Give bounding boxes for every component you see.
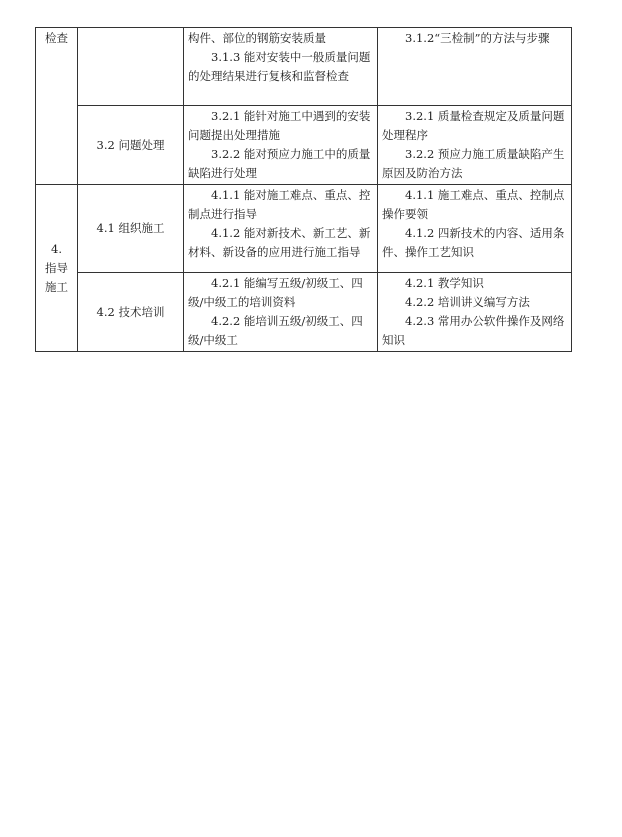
skill-item: 构件、部位的钢筋安装质量 (188, 31, 326, 45)
knowledge-item: 4.1.2 四新技术的内容、适用条件、操作工艺知识 (382, 226, 565, 259)
knowledge-item: 3.2.2 预应力施工质量缺陷产生原因及防治方法 (382, 147, 565, 180)
skill-item: 4.1.1 能对施工难点、重点、控制点进行指导 (188, 188, 371, 221)
category-cell-guide (36, 185, 78, 352)
knowledge-cell (378, 185, 572, 273)
skill-item: 3.2.1 能针对施工中遇到的安装问题提出处理措施 (188, 109, 371, 142)
skills-cell (184, 28, 378, 106)
category-label: 施工 (45, 279, 68, 294)
knowledge-item: 3.2.1 质量检查规定及质量问题处理程序 (382, 109, 565, 142)
subcategory-cell (78, 185, 184, 273)
knowledge-item: 4.1.1 施工难点、重点、控制点操作要领 (382, 188, 565, 221)
subcategory-label: 3.2 问题处理 (96, 137, 165, 152)
skill-item: 4.2.1 能编写五级/初级工、四级/中级工的培训资料 (188, 276, 363, 309)
knowledge-item: 4.2.2 培训讲义编写方法 (405, 295, 530, 309)
category-label: 指导 (45, 260, 68, 275)
knowledge-item: 4.2.1 教学知识 (405, 276, 484, 290)
skill-item: 4.2.2 能培训五级/初级工、四级/中级工 (188, 314, 363, 347)
category-cell-inspect (36, 28, 78, 185)
category-label: 检查 (45, 31, 68, 45)
knowledge-cell (378, 106, 572, 185)
skills-table (35, 27, 572, 352)
subcategory-cell-empty (78, 28, 184, 106)
table-row (36, 273, 572, 352)
skills-cell (184, 185, 378, 273)
subcategory-label: 4.1 组织施工 (96, 221, 165, 235)
table-row (36, 106, 572, 185)
skill-item: 3.1.3 能对安装中一般质量问题的处理结果进行复核和监督检查 (188, 50, 371, 83)
skill-item: 3.2.2 能对预应力施工中的质量缺陷进行处理 (188, 147, 371, 180)
subcategory-cell (78, 106, 184, 185)
subcategory-label: 4.2 技术培训 (96, 304, 165, 319)
table-row (36, 185, 572, 273)
subcategory-cell (78, 273, 184, 352)
knowledge-cell (378, 28, 572, 106)
knowledge-item: 4.2.3 常用办公软件操作及网络知识 (382, 314, 565, 347)
skill-item: 4.1.2 能对新技术、新工艺、新材料、新设备的应用进行施工指导 (188, 226, 371, 259)
skills-cell (184, 273, 378, 352)
knowledge-item: 3.1.2“三检制”的方法与步骤 (405, 31, 550, 45)
table-row (36, 28, 572, 106)
knowledge-cell (378, 273, 572, 352)
category-number: 4. (51, 241, 62, 256)
skills-cell (184, 106, 378, 185)
